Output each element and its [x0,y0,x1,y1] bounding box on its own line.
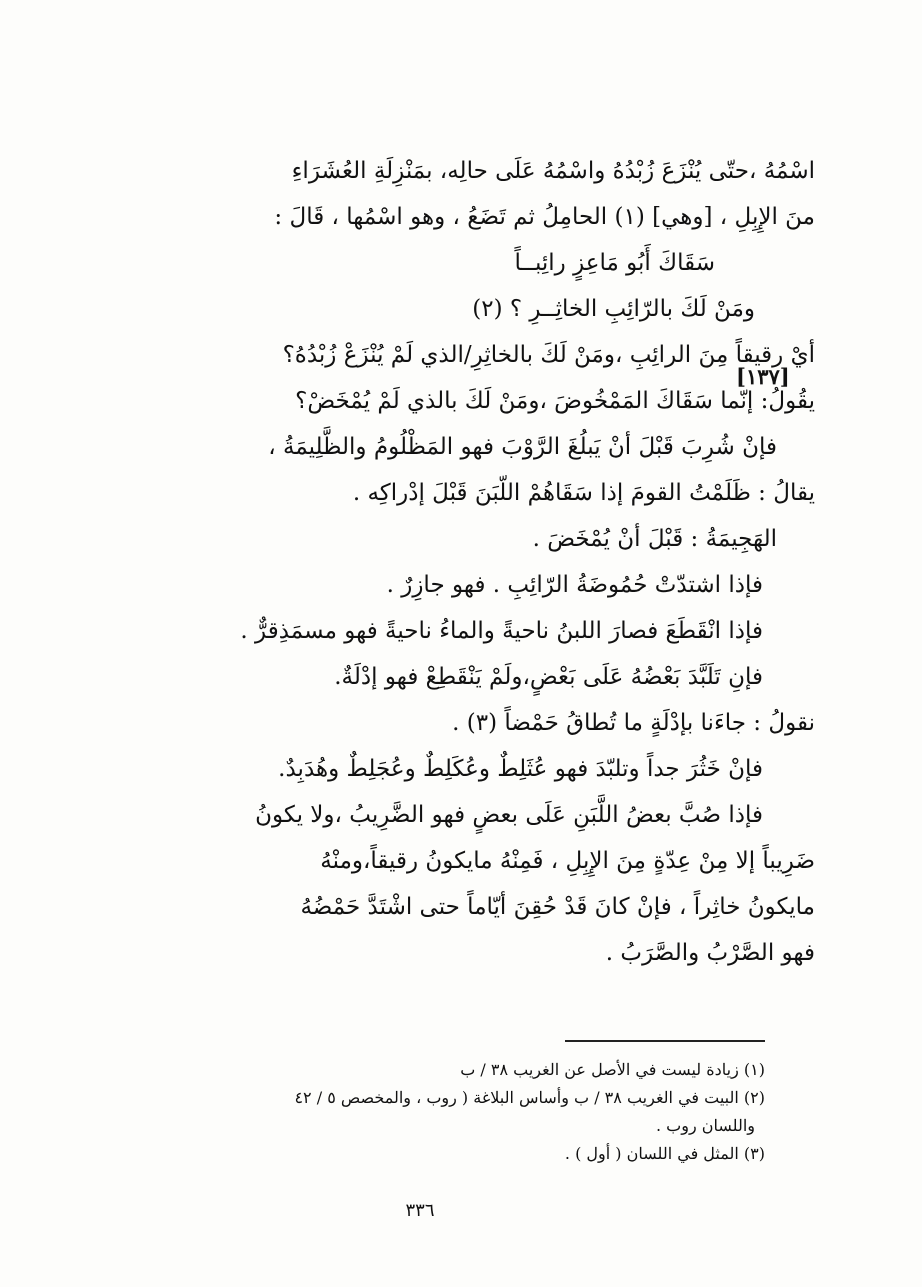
text-line: اسْمُهُ ،حتّى يُنْزَعَ زُبْدُهُ واسْمُهُ عَلَى حالِه، بمَنْزِلَةِ العُشَرَاءِ [291,158,815,184]
text-line: أيْ رقيقاً مِنَ الرائِبِ ،ومَنْ لَكَ بالخاثِرِ/الذي لَمْ يُنْزَعْ زُبْدُهُ؟ [282,342,815,368]
text-line: مايكونُ خاثِراً ، فإنْ كانَ قَدْ حُقِنَ أيّاماً حتى اشْتَدَّ حَمْضُهُ [300,894,815,920]
text-line: فإنْ خَثُرَ جداً وتلبّدَ فهو عُثَلِطٌ وعُكَلِطٌ وعُجَلِطٌ وهُدَبِدٌ. [278,756,763,782]
text-line: يقالُ : ظَلَمْتُ القومَ إذا سَقَاهُمْ اللّبَنَ قَبْلَ إدْراكِه . [352,480,815,506]
text-line: فإنِ تَلَبَّدَ بَعْضُهُ عَلَى بَعْضٍ،ولَمْ يَنْقَطِعْ فهو إدْلَةٌ. [334,664,763,690]
footnote-divider [565,1040,765,1042]
verse-line-second-hemistich: ومَنْ لَكَ بالرّائِبِ الخاثِــرِ ؟ (٢) [472,296,755,322]
text-line: فهو الصَّرْبُ والصَّرَبُ . [605,940,815,966]
text-line: الهَجِيمَةُ : قَبْلَ أنْ يُمْخَضَ . [532,526,777,552]
text-line: فإذا اشتدّتْ حُمُوضَةُ الرّائِبِ . فهو جازِرٌ . [386,572,763,598]
text-line: نقولُ : جاءَنا بإدْلَةٍ ما تُطاقُ حَمْضاً (٣) . [452,710,815,736]
page-number: ٣٣٦ [405,1200,435,1221]
text-line: فإذا انْقَطَعَ فصارَ اللبنُ ناحيةً والماءُ ناحيةً فهو مسمَذِقرٌّ . [240,618,763,644]
text-line: ضَرِيباً إلا مِنْ عِدّةٍ مِنَ الإِبِلِ ، فَمِنْهُ مايكونُ رقيقاً،ومنْهُ [320,848,815,874]
text-line: فإذا صُبَّ بعضُ اللَّبَنِ عَلَى بعضٍ فهو الضَّرِيبُ ،ولا يكونُ [255,802,763,828]
footnotes [100,1056,765,1168]
text-line: يقُولُ: إنّما سَقَاكَ المَمْخُوضَ ،ومَنْ لَكَ بالذي لَمْ يُمْخَضْ؟ [295,388,815,414]
footnote: (١) زيادة ليست في الأصل عن الغريب ٣٨ / ب [460,1060,765,1079]
footnote: (٢) البيت في الغريب ٣٨ / ب وأساس البلاغة ( روب ، والمخصص ٥ / ٤٢ [294,1088,765,1107]
footnote: (٣) المثل في اللسان ( أول ) . [564,1144,765,1163]
verse-line-first-hemistich: سَقَاكَ أَبُو مَاعِزٍ رائِبــاً [514,250,715,276]
manuscript-folio-marker: [١٣٧] [736,364,790,389]
footnote-continuation: واللسان روب . [655,1116,755,1135]
text-line: منَ الإِبِلِ ، [وهي] (١) الحامِلُ ثم تَضَعُ ، وهو اسْمُها ، قَالَ : [274,204,815,230]
main-text [90,148,815,976]
text-line: فإنْ شُرِبَ قَبْلَ أنْ يَبلُغَ الرَّوْبَ فهو المَظْلُومُ والظَّلِيمَةُ ، [268,434,777,460]
